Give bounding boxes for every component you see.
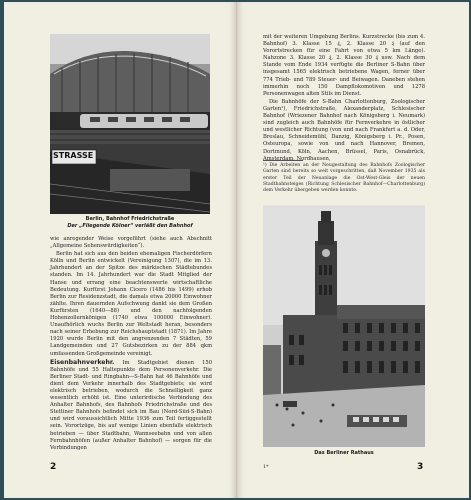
left-body-text: [50, 236, 212, 453]
footnote: ¹) Die Arbeiten an der Neugestaltung des Bahnhofs Zoologischer Garten sind bereits so weit vorgeschritten, daß November 1935 als erster Teil der Neuanlage die Ost-West-Gleis der neuen Stadtbahnsteiges (Richtung Schlesischer Bahnhof—Charlottenburg) dem Verkehr übergeben werden konnte.: [263, 163, 425, 194]
section-heading-railway: Eisenbahnverkehr.: [50, 358, 115, 366]
printer-signature-mark: 1*: [263, 464, 269, 470]
caption-title: Berlin, Bahnhof Friedrichstraße: [85, 216, 175, 222]
station-sign-text: STRASSE: [53, 151, 94, 160]
left-page: [4, 2, 237, 498]
photo-friedrichstrasse-station: [50, 34, 210, 214]
caption-subtitle: Der „Fliegende Kölner“ verläßt den Bahnhof: [67, 223, 193, 229]
paragraph-fares: mit der weiteren Umgebung Berlins. Kurzstrecke (bis zum 4. Bahnhof) 3. Klasse 15 ₰, 2. Klasse 20 ₰ (auf den Vorortstrecken für eine Fahrt von etwa 5 km Länge). Nahzone 3. Klasse 20 ₰, 2. Klasse 30 ₰ usw. Nach dem Stande vom Ende 1934 verfügte die Berliner S-Bahn über insgesamt 1565 elektrisch betriebene Wagen, ferner über 774 Trieb- und 789 Steuer- und Beiwagen. Daneben stehen immerhin noch 150 Dampflokomotiven und 1278 Personenwagen alten Stils im Dienst.: [263, 34, 425, 97]
right-body-text: [263, 34, 425, 164]
paragraph-stations: Die Bahnhöfe der S-Bahn Charlottenburg, Zoologischer Garten¹), Friedrichstraße, Alexanderplatz, Schlesischer Bahnhof (Wriezener Bahnhof nach Königsberg i. Neumark) sind zugleich auch Bahnhöfe für Fernverkehre in östlicher und westlicher Richtung (von und nach Frankfurt a. d. Oder, Breslau, Schneidemühl, Danzig, Königsberg i. Pr., Posen, Osteuropa, sowie von und nach Hannover, Bremen, Dortmund, Köln, Aachen, Brüssel, Paris, Osnabrück, Amsterdam, Nordhausen,: [263, 98, 425, 162]
paragraph-railway-body: Im Stadtgebiet dienen 150 Bahnhöfe und 55 Haltepunkte dem Personenverkehr. Die Berliner Stadt- und Ringbahn—S-Bahn hat 46 Bahnhöfe und dient dem Verkehr innerhalb des Stadtgebiets; sie wird elektrisch betrieben, wodurch die Schnelligkeit ganz wesentlich erhöht ist. Eine unterirdische Verbindung des Anhalter Bahnhofs, des Bahnhofs Friedrichstraße und des Stettiner Bahnhofs befindet sich im Bau (Nord-Süd-S-Bahn) und wird voraussichtlich Mitte 1936 zum Teil fertiggestellt sein. Vorortzüge, bis auf wenige Linien ebenfalls elektrisch betrieben — über Stadtbahn, Wannseebahn und von allen Fernbahnhöfen (außer Anhalter Bahnhof) — sorgen für die Verbindungen: [50, 359, 212, 451]
paragraph-intro: wie anregender Weise vorgeführt (siehe auch Abschnitt „Allgemeine Sehenswürdigkeiten“).: [50, 236, 212, 250]
paragraph-history: Berlin hat sich aus den beiden ehemaligen Fischerdörfern Kölln und Berlin entwickelt (Vereinigung 1307), die im 13. Jahrhundert an der Spitze des märkischen Städtebundes standen. Im 14. Jahrhundert war die Stadt Mitglied der Hanse und errang eine beachtenswerte wirtschaftliche Bedeutung. Kurfürst Johann Cicero (1486 bis 1499) erhob Berlin zur Residenzstadt, die damals etwa 20000 Einwohner zählte. Ihren dauernden Aufschwung dankt sie dem Großen Kurfürsten (1640—88) und den nachfolgenden Hohenzollernkönigen (1740 etwa 100000 Einwohner). Unaufhörlich wuchs Berlin zur Weltstadt heran, besonders nach seiner Erhebung zur Reichshauptstadt (1871). Im Jahre 1920 wurde Berlin mit den angrenzenden 7 Städten, 59 Landgemeinden und 27 Gutsbezirken zu der 884 qkm umfassenden Großgemeinde vereinigt.: [50, 251, 212, 357]
paragraph-railway: [50, 359, 212, 452]
page-number-right: 3: [417, 462, 424, 472]
photo-caption-rathaus: Das Berliner Rathaus: [314, 450, 374, 456]
page-number-left: 2: [50, 462, 57, 472]
right-page: [237, 2, 469, 498]
photo-caption: [50, 216, 210, 230]
book-spread: [4, 2, 469, 498]
photo-berlin-town-hall: [263, 205, 425, 447]
footnote-rule: [263, 160, 303, 161]
